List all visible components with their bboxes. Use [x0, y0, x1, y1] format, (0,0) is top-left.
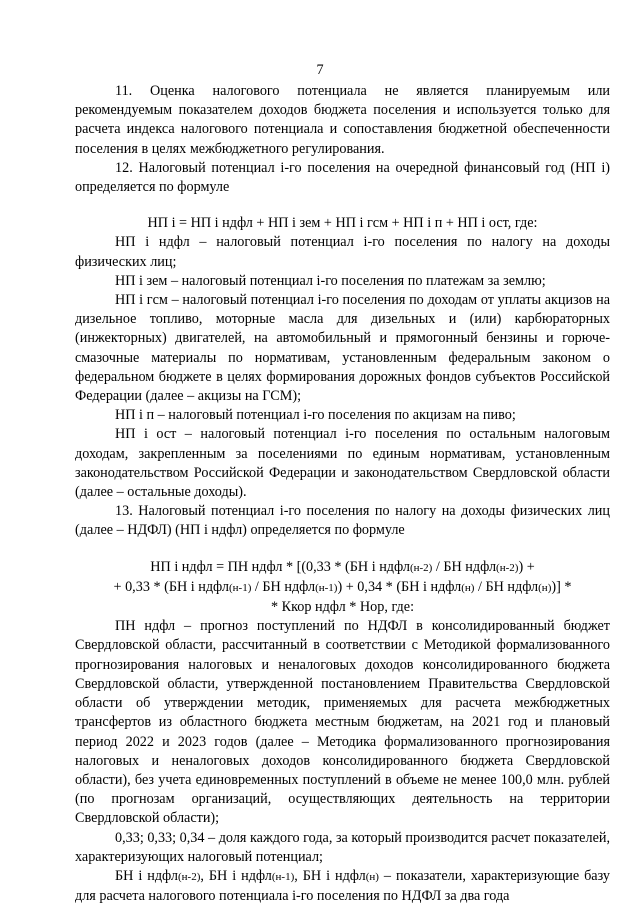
- paragraph-11: 11. Оценка налогового потенциала не является планируемым или рекомендуемым показателем доходов бюджета поселения и используется только для расчета индекса налогового потенциала и сопоставления бюджетной обеспеченности поселения в целях межбюджетного регулирования.: [75, 83, 610, 157]
- definition-pn-ndfl: ПН ндфл – прогноз поступлений по НДФЛ в консолидированный бюджет Свердловской области, рассчитанный в соответствии с Методикой формализованного прогнозирования налоговых и неналоговых доходов консолидированного бюджета Свердловской области, утвержденной постановлением Правительства Свердловской области об утверждении методик, применяемых для расчета межбюджетных трансфертов из областного бюджета местным бюджетам, на 2021 год и плановый период 2022 и 2023 годов (далее – Методика формализованного прогнозирования налоговых и неналоговых доходов консолидированного бюджета Свердловской области), без учета единовременных поступлений в объеме не менее 100,0 млн. рублей (по прогнозам организаций, осуществляющих деятельность на территории Свердловской области);: [75, 618, 610, 827]
- paragraph-13: 13. Налоговый потенциал i-го поселения по налогу на доходы физических лиц (далее – НДФЛ) (НП i ндфл) определяется по формуле: [75, 503, 610, 539]
- definition-np-gsm: НП i гсм – налоговый потенциал i-го поселения по доходам от уплаты акцизов на дизельное топливо, моторные масла для дизельных и (или) карбюраторных (инжекторных) двигателей, на автомобильный и прямогонный бензины и горюче-смазочные материалы по нормативам, установленным федеральным законом о федеральном бюджете в целях формирования дорожных фондов субъектов Российской Федерации (далее – акцизы на ГСМ);: [75, 292, 610, 405]
- formula-ndfl-line-2: + 0,33 * (БН i ндфл(н-1) / БН ндфл(н-1)) + 0,34 * (БН i ндфл(н) / БН ндфл(н))] *: [113, 578, 572, 595]
- definition-year-shares: 0,33; 0,33; 0,34 – доля каждого года, за который производится расчет показателей, характеризующих налоговый потенциал;: [75, 829, 610, 865]
- definition-np-ndfl: НП i ндфл – налоговый потенциал i-го поселения по налогу на доходы физических лиц;: [75, 234, 610, 270]
- formula-ndfl-line-1: НП i ндфл = ПН ндфл * [(0,33 * (БН i ндфл(н-2) / БН ндфл(н-2)) +: [150, 558, 535, 575]
- definition-np-ost: НП i ост – налоговый потенциал i-го поселения по остальным налоговым доходам, закрепленным за поселениями по единым нормативам, установленным законодательством Российской Федерации и законодательством Свердловской области (далее – остальные доходы).: [75, 426, 610, 501]
- document-body: [75, 82, 610, 906]
- formula-total-potential: НП i = НП i ндфл + НП i зем + НП i гсм + НП i п + НП i ост, где:: [147, 215, 538, 232]
- paragraph-12: 12. Налоговый потенциал i-го поселения на очередной финансовый год (НП i) определяется по формуле: [75, 159, 610, 196]
- definition-np-p: НП i п – налоговый потенциал i-го поселения по акцизам на пиво;: [115, 407, 516, 424]
- definition-bn-ndfl: БН i ндфл(н-2), БН i ндфл(н-1), БН i ндфл(н) – показатели, характеризующие базу для расчета налогового потенциала i-го поселения по НДФЛ за два года: [75, 867, 610, 905]
- definition-np-zem: НП i зем – налоговый потенциал i-го поселения по платежам за землю;: [115, 272, 546, 289]
- page-number: 7: [316, 62, 324, 78]
- formula-ndfl-line-3: * Ккор ндфл * Нор, где:: [270, 599, 415, 616]
